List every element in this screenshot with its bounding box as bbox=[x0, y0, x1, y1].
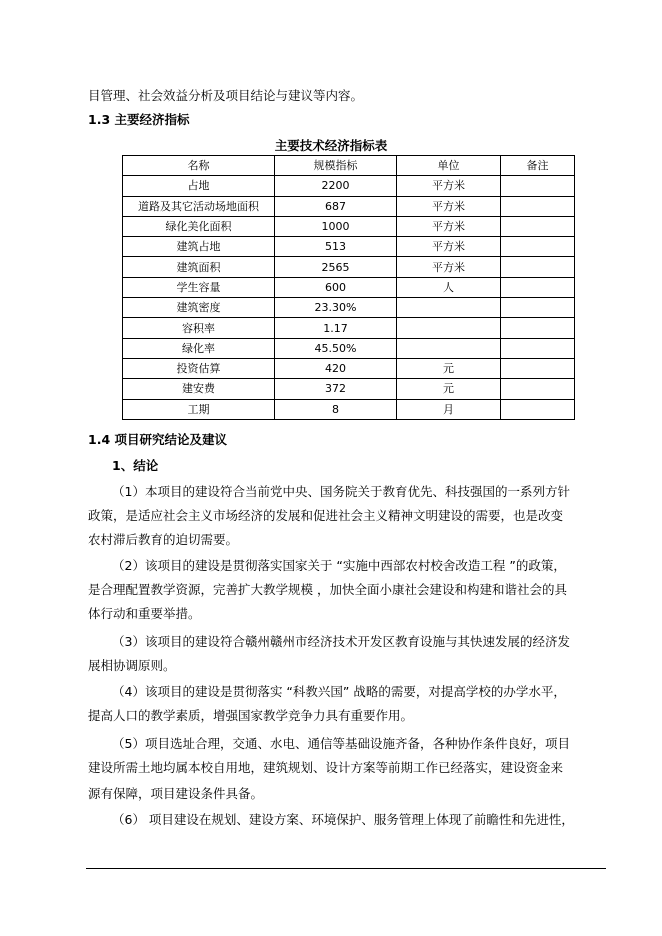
table-row bbox=[123, 237, 575, 257]
paragraph-line: 政策，是适应社会主义市场经济的发展和促进社会主义精神文明建设的需要，也是改变 bbox=[88, 508, 564, 523]
paragraph-line: （2）该项目的建设是贯彻落实国家关于 “实施中西部农村校舍改造工程 ”的政策， bbox=[112, 558, 566, 573]
intro-line: 目管理、社会效益分析及项目结论与建议等内容。 bbox=[88, 88, 364, 103]
cell-remark bbox=[501, 318, 575, 338]
cell-unit: 平方米 bbox=[397, 237, 501, 257]
cell-unit: 元 bbox=[397, 379, 501, 399]
cell-remark bbox=[501, 379, 575, 399]
cell-unit bbox=[397, 298, 501, 318]
cell-unit: 平方米 bbox=[397, 176, 501, 196]
cell-value: 1000 bbox=[275, 216, 397, 236]
paragraph-line: 提高人口的教学素质，增强国家教学竞争力具有重要作用。 bbox=[88, 708, 414, 723]
cell-name: 容积率 bbox=[123, 318, 275, 338]
section-heading-1-3: 1.3 主要经济指标 bbox=[88, 112, 190, 127]
cell-unit: 平方米 bbox=[397, 196, 501, 216]
paragraph-line: （6） 项目建设在规划、建设方案、环境保护、服务管理上体现了前瞻性和先进性， bbox=[112, 812, 574, 827]
economic-indicators-table bbox=[122, 155, 575, 420]
cell-name: 建筑密度 bbox=[123, 298, 275, 318]
cell-remark bbox=[501, 176, 575, 196]
cell-name: 学生容量 bbox=[123, 277, 275, 297]
cell-name: 建筑占地 bbox=[123, 237, 275, 257]
cell-unit: 平方米 bbox=[397, 257, 501, 277]
cell-value: 513 bbox=[275, 237, 397, 257]
table-row bbox=[123, 379, 575, 399]
section-heading-1-4: 1.4 项目研究结论及建议 bbox=[88, 432, 227, 447]
cell-remark bbox=[501, 257, 575, 277]
cell-remark bbox=[501, 277, 575, 297]
cell-unit: 平方米 bbox=[397, 216, 501, 236]
cell-value: 1.17 bbox=[275, 318, 397, 338]
header-name: 名称 bbox=[123, 156, 275, 176]
table-row bbox=[123, 257, 575, 277]
paragraph-line: 源有保障，项目建设条件具备。 bbox=[88, 786, 264, 801]
cell-remark bbox=[501, 298, 575, 318]
header-scale: 规模指标 bbox=[275, 156, 397, 176]
table-row bbox=[123, 196, 575, 216]
header-remark: 备注 bbox=[501, 156, 575, 176]
cell-remark bbox=[501, 358, 575, 378]
cell-unit: 月 bbox=[397, 399, 501, 419]
cell-value: 2200 bbox=[275, 176, 397, 196]
paragraph-line: 建设所需土地均属本校自用地，建筑规划、设计方案等前期工作已经落实，建设资金来 bbox=[88, 760, 564, 775]
cell-remark bbox=[501, 216, 575, 236]
cell-remark bbox=[501, 237, 575, 257]
paragraph-line: （5）项目选址合理，交通、水电、通信等基础设施齐备，各种协作条件良好，项目 bbox=[112, 736, 570, 751]
table-row bbox=[123, 399, 575, 419]
subheading-conclusion: 1、结论 bbox=[112, 458, 159, 473]
cell-name: 建筑面积 bbox=[123, 257, 275, 277]
cell-remark bbox=[501, 196, 575, 216]
cell-name: 占地 bbox=[123, 176, 275, 196]
cell-value: 23.30% bbox=[275, 298, 397, 318]
cell-value: 687 bbox=[275, 196, 397, 216]
cell-value: 420 bbox=[275, 358, 397, 378]
cell-value: 372 bbox=[275, 379, 397, 399]
cell-unit bbox=[397, 318, 501, 338]
paragraph-line: （4）该项目的建设是贯彻落实 “科教兴国” 战略的需要，对提高学校的办学水平， bbox=[112, 684, 566, 699]
paragraph-line: 体行动和重要举措。 bbox=[88, 606, 201, 621]
cell-name: 投资估算 bbox=[123, 358, 275, 378]
paragraph-line: （3）该项目的建设符合赣州赣州市经济技术开发区教育设施与其快速发展的经济发 bbox=[112, 634, 570, 649]
cell-remark bbox=[501, 338, 575, 358]
table-row bbox=[123, 277, 575, 297]
cell-value: 8 bbox=[275, 399, 397, 419]
cell-value: 600 bbox=[275, 277, 397, 297]
header-unit: 单位 bbox=[397, 156, 501, 176]
paragraph-line: 展相协调原则。 bbox=[88, 658, 176, 673]
table-row bbox=[123, 318, 575, 338]
cell-unit: 人 bbox=[397, 277, 501, 297]
cell-unit: 元 bbox=[397, 358, 501, 378]
cell-remark bbox=[501, 399, 575, 419]
paragraph-line: 是合理配置教学资源，完善扩大教学规模 ，加快全面小康社会建设和构建和谐社会的具 bbox=[88, 582, 567, 597]
cell-name: 绿化率 bbox=[123, 338, 275, 358]
paragraph-line: （1）本项目的建设符合当前党中央、国务院关于教育优先、科技强国的一系列方针 bbox=[112, 484, 570, 499]
cell-value: 45.50% bbox=[275, 338, 397, 358]
table-header-row bbox=[123, 156, 575, 176]
table-title: 主要技术经济指标表 bbox=[274, 138, 388, 153]
cell-value: 2565 bbox=[275, 257, 397, 277]
cell-name: 建安费 bbox=[123, 379, 275, 399]
table-row bbox=[123, 298, 575, 318]
paragraph-line: 农村滞后教育的迫切需要。 bbox=[88, 532, 239, 547]
cell-name: 工期 bbox=[123, 399, 275, 419]
table-row bbox=[123, 338, 575, 358]
table-row bbox=[123, 176, 575, 196]
cell-name: 绿化美化面积 bbox=[123, 216, 275, 236]
cell-unit bbox=[397, 338, 501, 358]
table-row bbox=[123, 216, 575, 236]
footer-divider bbox=[86, 868, 606, 869]
table-row bbox=[123, 358, 575, 378]
cell-name: 道路及其它活动场地面积 bbox=[123, 196, 275, 216]
